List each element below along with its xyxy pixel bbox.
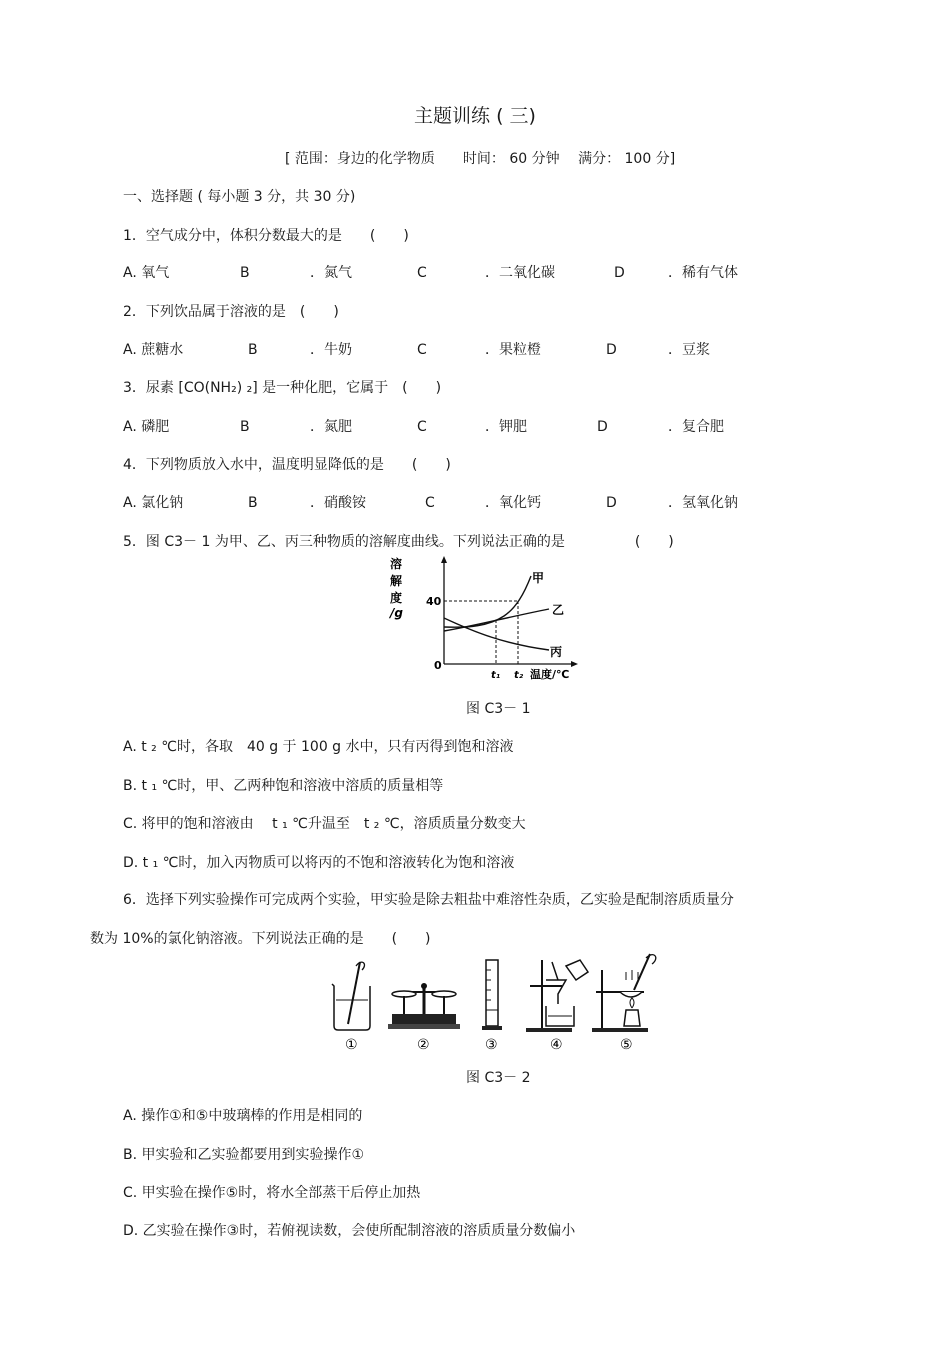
origin-label: 0 (434, 659, 442, 672)
solubility-curve-figure (384, 554, 584, 684)
y-tick-40: 40 (426, 595, 442, 608)
q4-option-a: A. 氯化钠 (123, 495, 184, 511)
q4-option-d: ．氢氧化钠 (668, 495, 738, 511)
q2-option-b: ．牛奶 (310, 342, 352, 358)
q3-option-c-letter: C (417, 419, 427, 435)
q4-option-b: ．硝酸铵 (310, 495, 366, 511)
x-tick-t1: t₁ (491, 670, 501, 681)
operation-label-3: ③ (485, 1037, 498, 1053)
series-label-bing: 丙 (550, 645, 563, 659)
q3-option-b: ．氮肥 (310, 419, 352, 435)
question-6-stem-line1: 6．选择下列实验操作可完成两个实验，甲实验是除去粗盐中难溶性杂质，乙实验是配制溶质质量分 (123, 892, 734, 908)
q1-option-d-letter: D (614, 265, 625, 281)
y-axis-label-1: 溶 (390, 557, 403, 571)
q3-option-d: ．复合肥 (668, 419, 724, 435)
series-label-yi: 乙 (552, 603, 565, 617)
q1-option-c: ．二氧化碳 (485, 265, 555, 281)
q3-option-b-letter: B (240, 419, 250, 435)
series-label-jia: 甲 (532, 571, 545, 585)
question-3-stem: 3．尿素 [CO(NH₂) ₂] 是一种化肥，它属于 ( ) (123, 380, 442, 396)
q6-option-c: C. 甲实验在操作⑤时，将水全部蒸干后停止加热 (123, 1185, 421, 1201)
x-tick-t2: t₂ (514, 670, 524, 681)
q2-option-d-letter: D (606, 342, 617, 358)
figure-caption-c3-2: 图 C3－ 2 (466, 1070, 531, 1086)
q1-option-c-letter: C (417, 265, 427, 281)
q6-option-b: B. 甲实验和乙实验都要用到实验操作① (123, 1147, 365, 1163)
q3-option-c: ．钾肥 (485, 419, 527, 435)
q5-option-b: B. t ₁ ℃时，甲、乙两种饱和溶液中溶质的质量相等 (123, 778, 444, 794)
question-4-stem: 4．下列物质放入水中，温度明显降低的是 ( ) (123, 457, 451, 473)
curve-jia (444, 576, 531, 627)
q2-option-c-letter: C (417, 342, 427, 358)
x-axis-label: 温度/℃ (530, 668, 570, 681)
q3-option-d-letter: D (597, 419, 608, 435)
q4-option-c-letter: C (425, 495, 435, 511)
operation-label-5: ⑤ (620, 1037, 633, 1053)
q6-option-a: A. 操作①和⑤中玻璃棒的作用是相同的 (123, 1108, 363, 1124)
q2-option-c: ．果粒橙 (485, 342, 541, 358)
y-axis-label-3: 度 (390, 591, 403, 605)
filtration-apparatus-icon (526, 960, 588, 1032)
q2-option-b-letter: B (248, 342, 258, 358)
figure-caption-c3-1: 图 C3－ 1 (466, 701, 531, 717)
q3-option-a: A. 磷肥 (123, 419, 170, 435)
question-2-stem: 2．下列饮品属于溶液的是 ( ) (123, 304, 339, 320)
question-5-stem: 5．图 C3－ 1 为甲、乙、丙三种物质的溶解度曲线。下列说法正确的是 ( ) (123, 534, 674, 550)
lab-operations-figure (326, 950, 666, 1060)
q1-option-b: ．氮气 (310, 265, 352, 281)
beaker-stirring-icon (332, 962, 370, 1030)
q2-option-d: ．豆浆 (668, 342, 710, 358)
graduated-cylinder-icon (482, 960, 502, 1030)
q6-option-d: D. 乙实验在操作③时，若俯视读数，会使所配制溶液的溶质质量分数偏小 (123, 1223, 576, 1239)
page-title: 主题训练 ( 三) (414, 105, 536, 127)
question-6-stem-line2: 数为 10%的氯化钠溶液。下列说法正确的是 ( ) (90, 931, 431, 947)
evaporation-apparatus-icon (592, 954, 656, 1032)
q1-option-b-letter: B (240, 265, 250, 281)
q4-option-d-letter: D (606, 495, 617, 511)
y-axis-label-2: 解 (390, 574, 403, 588)
q2-option-a: A. 蔗糖水 (123, 342, 184, 358)
exam-meta: [ 范围：身边的化学物质 时间： 60 分钟 满分： 100 分] (285, 151, 676, 167)
operation-label-1: ① (345, 1037, 358, 1053)
q4-option-b-letter: B (248, 495, 258, 511)
operation-label-4: ④ (550, 1037, 563, 1053)
balance-icon (388, 983, 460, 1029)
q1-option-a: A. 氧气 (123, 265, 170, 281)
operation-label-2: ② (417, 1037, 430, 1053)
q5-option-c: C. 将甲的饱和溶液由 t ₁ ℃升温至 t ₂ ℃，溶质质量分数变大 (123, 816, 526, 832)
y-axis-label-4: /g (390, 606, 403, 620)
q5-option-d: D. t ₁ ℃时，加入丙物质可以将丙的不饱和溶液转化为饱和溶液 (123, 855, 515, 871)
section-heading: 一、选择题 ( 每小题 3 分，共 30 分) (123, 189, 356, 205)
q1-option-d: ．稀有气体 (668, 265, 738, 281)
q5-option-a: A. t ₂ ℃时，各取 40 g 于 100 g 水中，只有丙得到饱和溶液 (123, 739, 514, 755)
q4-option-c: ．氧化钙 (485, 495, 541, 511)
question-1-stem: 1．空气成分中，体积分数最大的是 ( ) (123, 228, 409, 244)
